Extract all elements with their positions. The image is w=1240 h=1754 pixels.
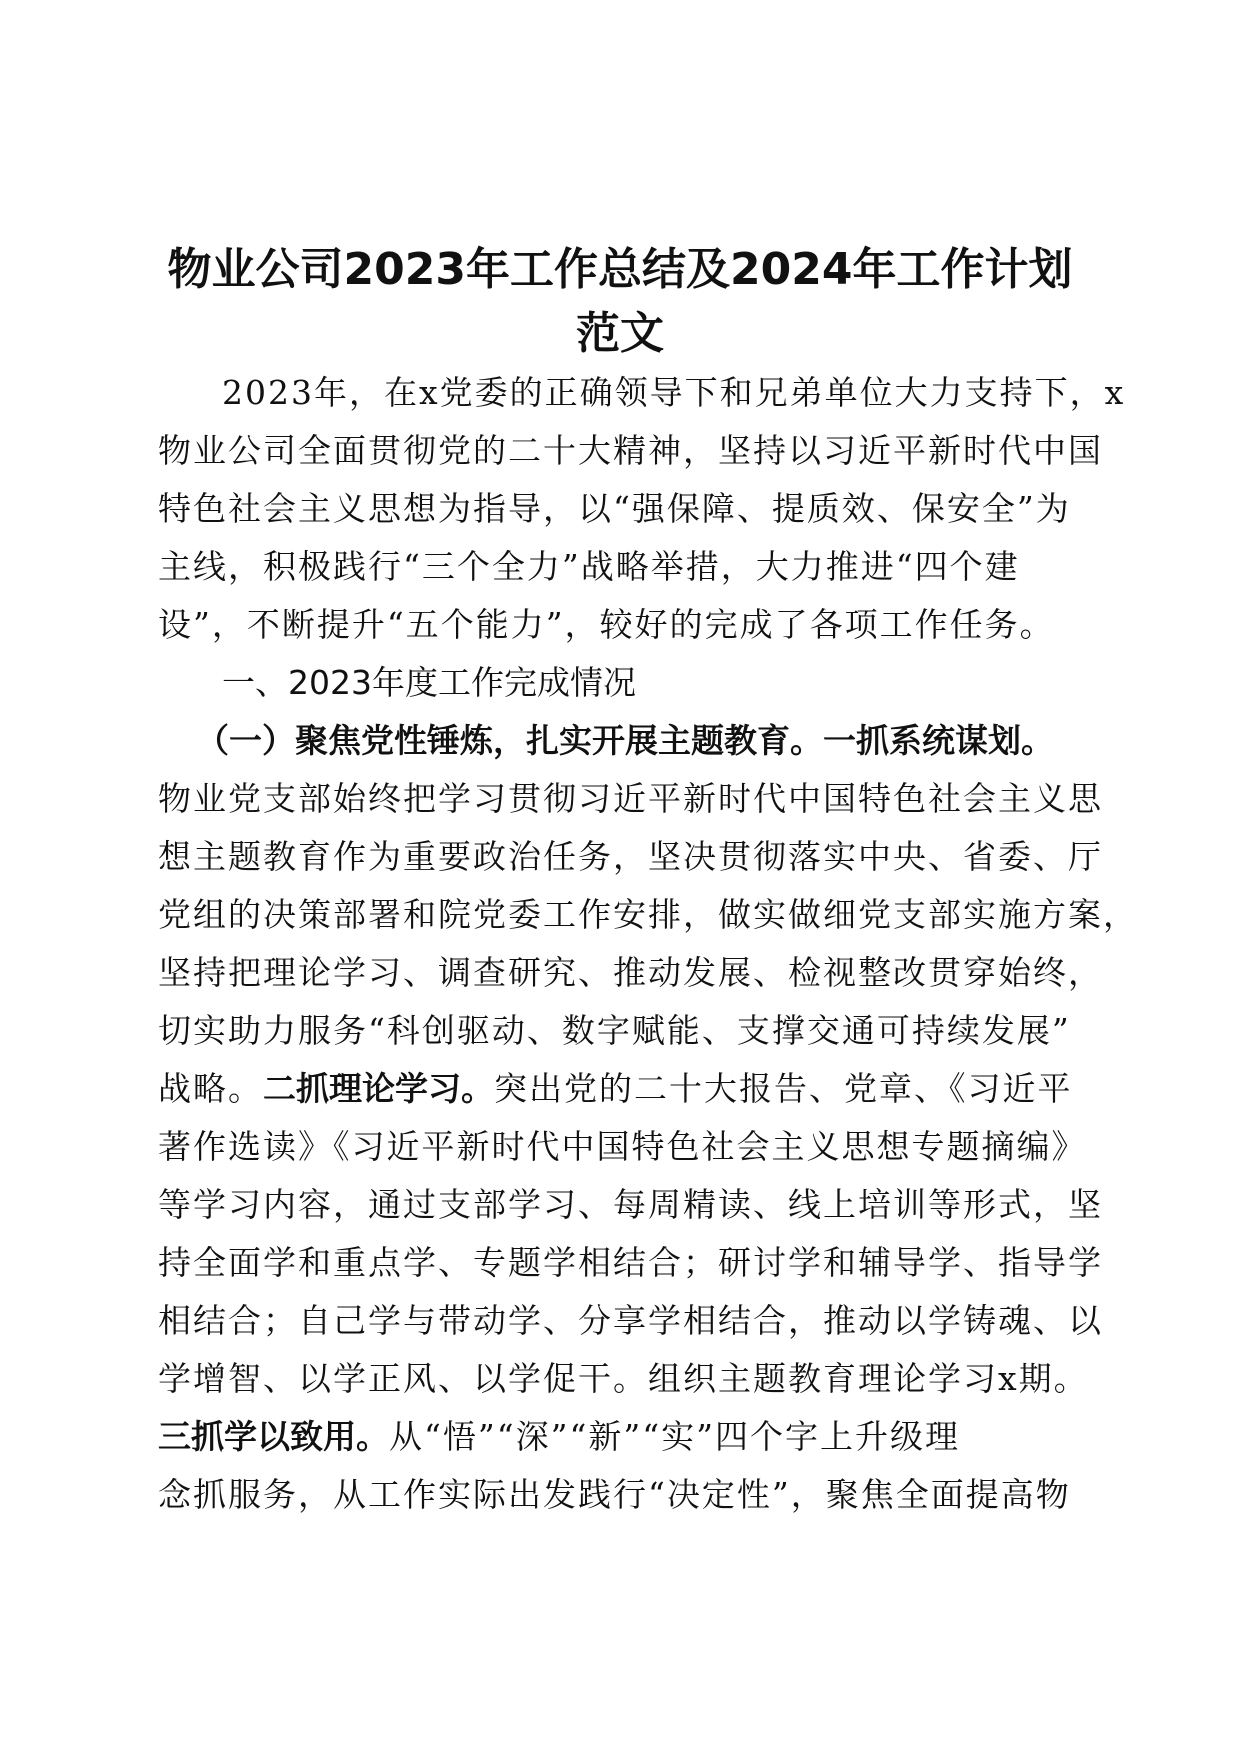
body-line: 坚持把理论学习、调查研究、推动发展、检视整改贯穿始终， [158,953,1103,992]
document-title-line-2: 范文 [576,308,664,359]
body-line: 学增智、以学正风、以学促干。组织主题教育理论学习x期。 [158,1359,1089,1398]
section-heading: 一、2023年度工作完成情况 [222,663,636,702]
intro-line: 设”，不断提升“五个能力”，较好的完成了各项工作任务。 [158,605,1055,644]
body-line: 相结合；自己学与带动学、分享学相结合，推动以学铸魂、以 [158,1301,1103,1340]
body-line: 持全面学和重点学、专题学相结合；研讨学和辅导学、指导学 [158,1243,1103,1282]
body-line: 物业党支部始终把学习贯彻习近平新时代中国特色社会主义思 [158,779,1103,818]
intro-line: 2023年，在x党委的正确领导下和兄弟单位大力支持下，x [222,373,1126,412]
strategy-rest: 突出党的二十大报告、党章、《习近平 [494,1069,1073,1108]
intro-line: 物业公司全面贯彻党的二十大精神，坚持以习近平新时代中国 [158,431,1103,470]
theory-study-heading: 二抓理论学习。 [263,1069,494,1108]
body-line: 想主题教育作为重要政治任务，坚决贯彻落实中央、省委、厅 [158,837,1103,876]
subsection-heading: （一）聚焦党性锤炼，扎实开展主题教育。一抓系统谋划。 [196,721,1054,760]
body-line: 切实助力服务“科创驱动、数字赋能、支撑交通可持续发展” [158,1011,1071,1050]
body-line: 著作选读》《习近平新时代中国特色社会主义思想专题摘编》 [158,1127,1087,1166]
body-line: 党组的决策部署和院党委工作安排，做实做细党支部实施方案， [158,895,1138,934]
apply-heading: 三抓学以致用。 [158,1417,389,1456]
strategy-prefix: 战略。 [158,1069,263,1108]
body-line: 念抓服务，从工作实际出发践行“决定性”，聚焦全面提高物 [158,1475,1071,1514]
intro-line: 特色社会主义思想为指导，以“强保障、提质效、保安全”为 [158,489,1071,528]
body-line: 等学习内容，通过支部学习、每周精读、线上培训等形式，坚 [158,1185,1103,1224]
apply-rest: 从“悟”“深”“新”“实”四个字上升级理 [389,1417,960,1456]
intro-line: 主线，积极践行“三个全力”战略举措，大力推进“四个建 [158,547,1020,586]
body-line-strategy [158,1060,1078,1118]
document-title-line-1: 物业公司2023年工作总结及2024年工作计划 [167,244,1073,295]
body-line-apply [158,1408,1078,1466]
